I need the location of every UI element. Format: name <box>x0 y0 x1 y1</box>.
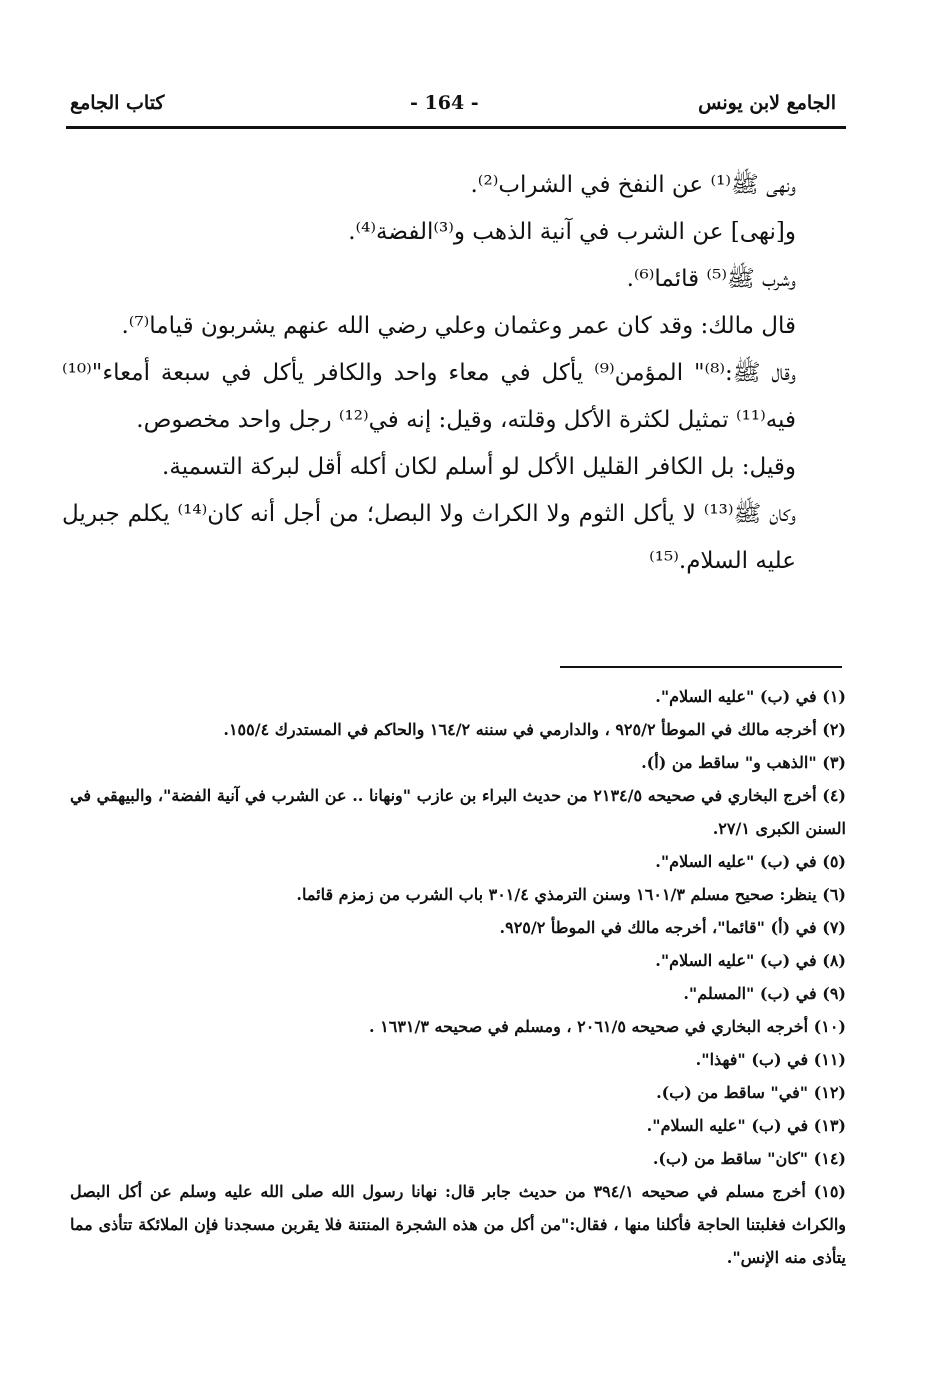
footnote-4: (٤) أخرج البخاري في صحيحه ٢١٣٤/٥ من حديث البراء بن عازب "ونهانا .. عن الشرب في آنية الفضة"، والبيهقي في السنن الكبرى ٢٧/١. <box>70 786 846 838</box>
body-line-1: ونهى ﷺ⁽¹⁾ عن النفخ في الشراب⁽²⁾. <box>470 172 796 198</box>
footnote-9: (٩) في (ب) "المسلم". <box>683 984 846 1003</box>
header-chapter-title: كتاب الجامع <box>70 92 165 114</box>
page-number: - 164 - <box>410 92 479 114</box>
body-paragraph-7: وكان ﷺ⁽¹³⁾ لا يأكل الثوم ولا الكراث ولا البصل؛ من أجل أنه كان⁽¹⁴⁾ يكلم جبريل عليه السلام.⁽¹⁵⁾ <box>62 501 796 574</box>
body-line-4: قال مالك: وقد كان عمر وعثمان وعلي رضي الله عنهم يشربون قياما⁽⁷⁾. <box>121 313 796 339</box>
running-header <box>70 90 842 126</box>
footnote-6: (٦) ينظر: صحيح مسلم ١٦٠١/٣ وسنن الترمذي ٣٠١/٤ باب الشرب من زمزم قائما. <box>296 885 846 904</box>
body-line-3: وشرب ﷺ⁽⁵⁾ قائما⁽⁶⁾. <box>626 266 796 292</box>
main-text <box>62 162 842 585</box>
footnote-10: (١٠) أخرجه البخاري في صحيحه ٢٠٦١/٥ ، ومسلم في صحيحه ١٦٣١/٣ . <box>369 1017 846 1036</box>
footnote-15: (١٥) أخرج مسلم في صحيحه ٣٩٤/١ من حديث جابر قال: نهانا رسول الله صلى الله عليه وسلم عن أكل البصل والكراث فغلبتنا الحاجة فأكلنا منها ، فقال:"من أكل من هذه الشجرة المنتنة فلا يقربن مسجدنا فإن الملائكة تتأذى مما يتأذى منه الإنس". <box>70 1182 846 1267</box>
footnote-12: (١٢) "في" ساقط من (ب). <box>656 1083 846 1102</box>
footnote-14: (١٤) "كان" ساقط من (ب). <box>652 1149 846 1168</box>
footnote-11: (١١) في (ب) "فهذا". <box>695 1050 846 1069</box>
footnote-2: (٢) أخرجه مالك في الموطأ ٩٢٥/٢ ، والدارمي في سننه ١٦٤/٢ والحاكم في المستدرك ١٥٥/٤. <box>223 720 846 739</box>
footnotes <box>70 680 846 1274</box>
body-line-2: و[نهى] عن الشرب في آنية الذهب و⁽³⁾الفضة⁽⁴⁾. <box>348 219 796 245</box>
body-line-6: وقيل: بل الكافر القليل الأكل لو أسلم لكان أكله أقل لبركة التسمية. <box>162 454 796 480</box>
footnote-8: (٨) في (ب) "عليه السلام". <box>655 951 846 970</box>
footnote-3: (٣) "الذهب و" ساقط من (أ). <box>641 753 846 772</box>
body-paragraph-5: وقال ﷺ:⁽⁸⁾" المؤمن⁽⁹⁾ يأكل في معاء واحد والكافر يأكل في سبعة أمعاء"⁽¹⁰⁾ فيه⁽¹¹⁾ تمثيل لكثرة الأكل وقلته، وقيل: إنه في⁽¹²⁾ رجل واحد مخصوص. <box>62 360 796 433</box>
footnote-7: (٧) في (أ) "قائما"، أخرجه مالك في الموطأ ٩٢٥/٢. <box>499 918 846 937</box>
footnote-13: (١٣) في (ب) "عليه السلام". <box>646 1116 846 1135</box>
footnote-1: (١) في (ب) "عليه السلام". <box>655 687 846 706</box>
footnote-5: (٥) في (ب) "عليه السلام". <box>655 852 846 871</box>
footnote-separator <box>560 666 842 668</box>
header-rule <box>66 126 846 129</box>
header-book-title: الجامع لابن يونس <box>698 92 836 114</box>
